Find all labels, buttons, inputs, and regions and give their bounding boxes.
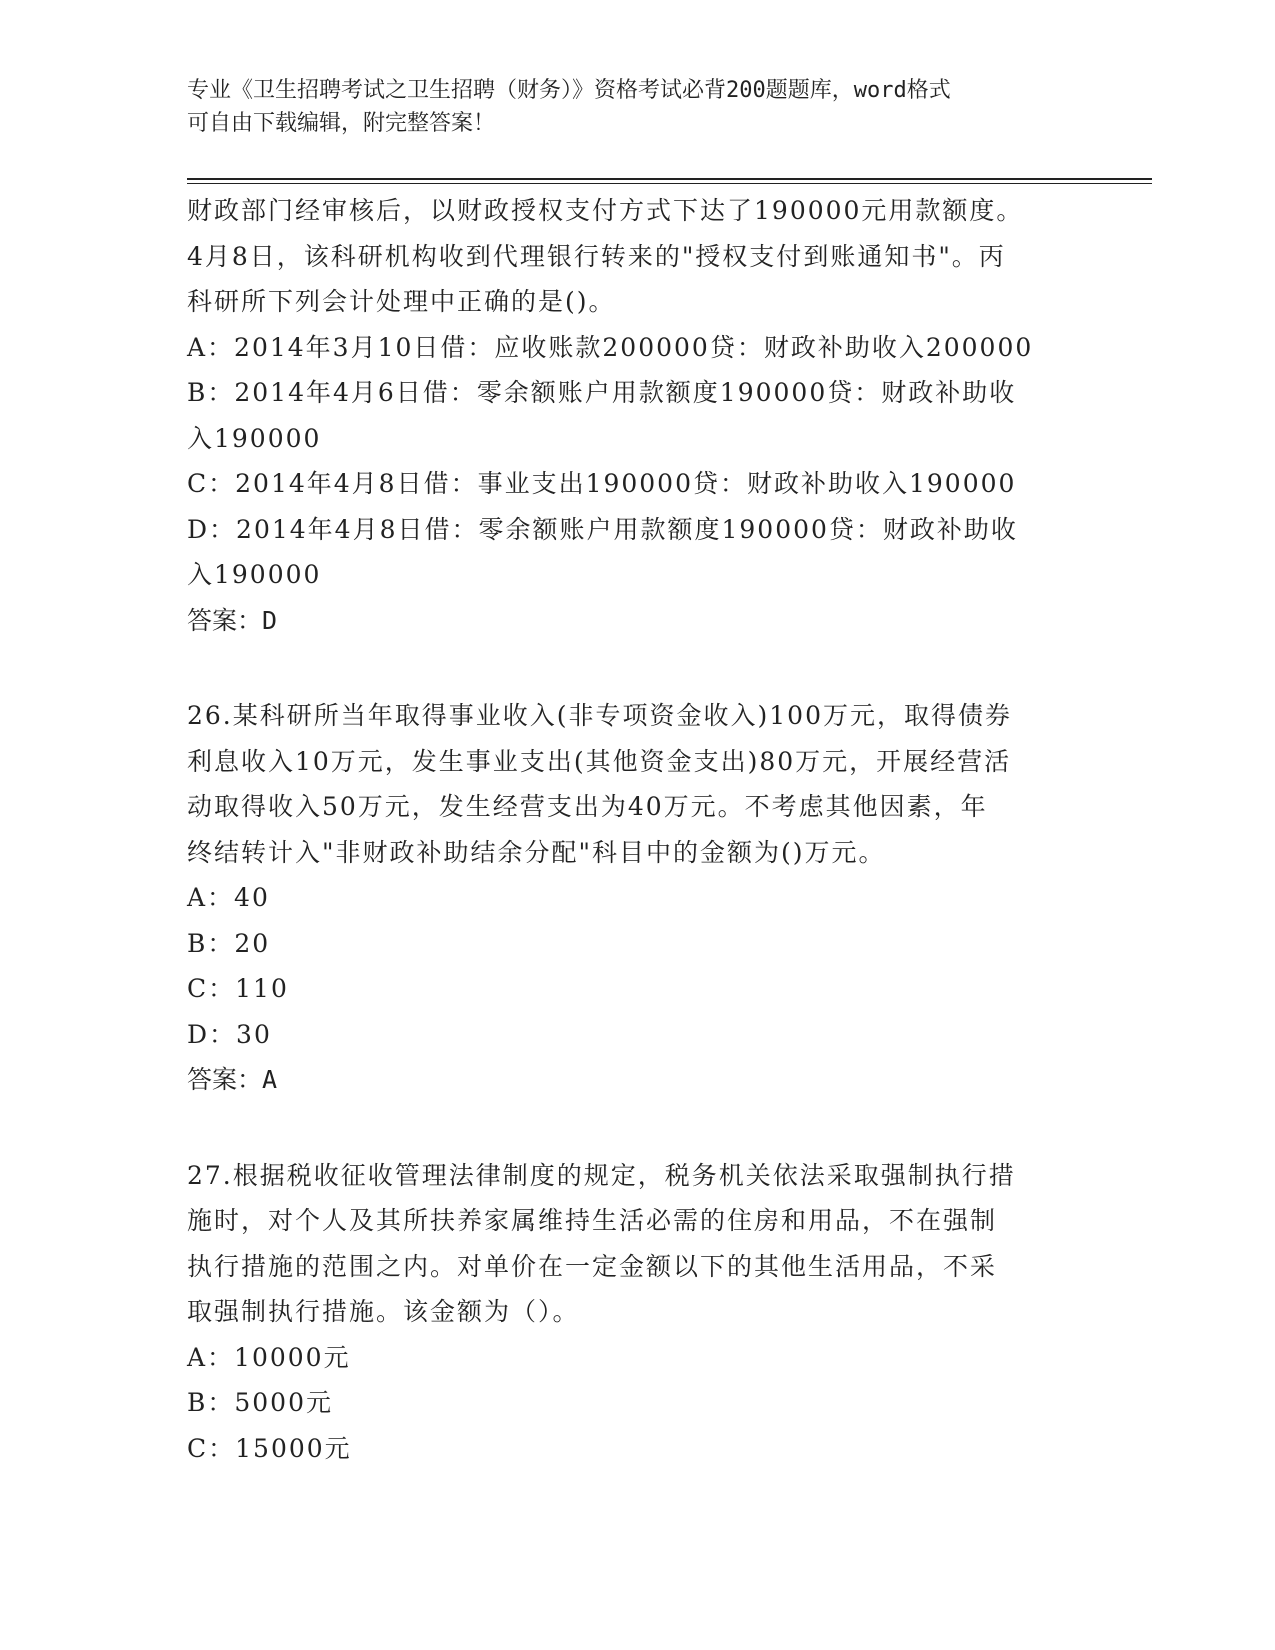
question-text-line: 终结转计入"非财政补助结余分配"科目中的金额为()万元。: [187, 837, 886, 867]
document-header: [187, 74, 1087, 140]
option-c: C：15000元: [187, 1433, 352, 1463]
question-spacer: [187, 643, 1137, 693]
question-text-line: 取强制执行措施。该金额为（）。: [187, 1297, 580, 1326]
option-b: B：5000元: [187, 1388, 333, 1417]
document-body: [187, 188, 1137, 1471]
option-b: B：2014年4月6日借：零余额账户用款额度190000贷：财政补助收: [187, 378, 1017, 407]
header-rule-thick: [187, 178, 1152, 180]
question-text-line: 科研所下列会计处理中正确的是()。: [187, 287, 616, 316]
header-line-2: 可自由下载编辑，附完整答案！: [187, 111, 496, 136]
question-spacer: [187, 1103, 1137, 1153]
question-text-line: 26.某科研所当年取得事业收入(非专项资金收入)100万元，取得债券: [187, 701, 1012, 730]
question-text-line: 施时，对个人及其所扶养家属维持生活必需的住房和用品，不在强制: [187, 1206, 998, 1235]
option-a: A：2014年3月10日借：应收账款200000贷：财政补助收入200000: [187, 332, 1034, 362]
option-c: C：110: [187, 974, 289, 1003]
option-c: C：2014年4月8日借：事业支出190000贷：财政补助收入190000: [187, 469, 1017, 498]
option-d-continued: 入190000: [187, 560, 322, 589]
header-rule-thin: [187, 183, 1152, 184]
option-a: A：10000元: [187, 1342, 351, 1372]
option-b-continued: 入190000: [187, 423, 322, 453]
header-line-1: 专业《卫生招聘考试之卫生招聘（财务）》资格考试必背200题题库，word格式: [187, 78, 951, 103]
option-d: D：30: [187, 1019, 272, 1049]
option-b: B：20: [187, 928, 271, 958]
option-a: A：40: [187, 883, 270, 912]
option-d: D：2014年4月8日借：零余额账户用款额度190000贷：财政补助收: [187, 514, 1018, 544]
question-26: [187, 693, 1137, 1103]
question-text-line: 4月8日，该科研机构收到代理银行转来的"授权支付到账通知书"。丙: [187, 241, 1006, 271]
question-text-line: 动取得收入50万元，发生经营支出为40万元。不考虑其他因素，年: [187, 792, 988, 821]
question-text-line: 利息收入10万元，发生事业支出(其他资金支出)80万元，开展经营活: [187, 746, 1012, 776]
answer-label: 答案：A: [187, 1065, 278, 1094]
question-text-line: 财政部门经审核后，以财政授权支付方式下达了190000元用款额度。: [187, 196, 1024, 225]
question-25-continued: [187, 188, 1137, 643]
question-text-line: 27.根据税收征收管理法律制度的规定，税务机关依法采取强制执行措: [187, 1160, 1016, 1190]
question-27: [187, 1153, 1137, 1472]
question-text-line: 执行措施的范围之内。对单价在一定金额以下的其他生活用品，不采: [187, 1251, 998, 1281]
answer-label: 答案：D: [187, 605, 278, 635]
